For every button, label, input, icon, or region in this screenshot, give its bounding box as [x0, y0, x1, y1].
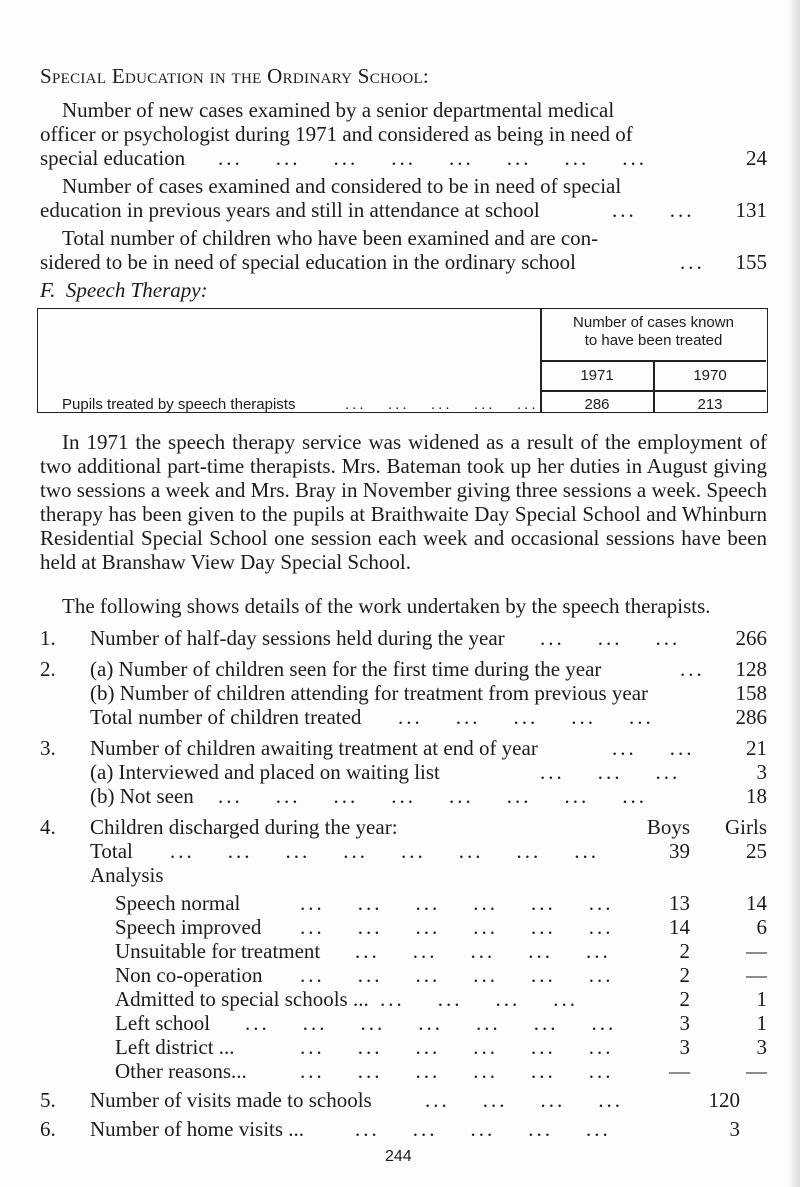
discharge-row-boys: 13	[669, 891, 690, 915]
item-2-total-value: 286	[735, 705, 767, 729]
table-value-1971: 286	[584, 396, 610, 413]
leader-dots: ... ... ... ... ...	[345, 396, 539, 413]
discharge-row-girls: —	[746, 1059, 767, 1083]
leader-dots: ... ... ... ... ... ...	[300, 1059, 614, 1083]
discharge-row-girls: 1	[756, 1011, 767, 1035]
leader-dots: ... ... ... ... ... ...	[300, 891, 614, 915]
table-header-line-1: Number of cases known	[573, 314, 734, 331]
item-3b-label: (b) Not seen	[90, 784, 194, 808]
table-header-line-2: to have been treated	[584, 332, 723, 349]
special-ed-item-2-line-2: education in previous years and still in attendance at school	[40, 198, 540, 222]
leader-dots: ... ... ... ... ... ...	[300, 1035, 614, 1059]
speech-heading	[40, 278, 208, 302]
leader-dots: ... ... ... ... ...	[355, 939, 611, 963]
leader-dots: ... ... ... ... ... ... ... ...	[170, 839, 599, 863]
item-2-number: 2.	[40, 657, 56, 681]
item-4-total-boys: 39	[669, 839, 690, 863]
discharge-row-girls: 3	[756, 1035, 767, 1059]
discharge-row-boys: 2	[679, 963, 690, 987]
boys-column-header: Boys	[646, 815, 690, 839]
discharge-row-label: Admitted to special schools ...	[115, 987, 369, 1011]
special-ed-item-1-line-1: Number of new cases examined by a senior departmental medical	[62, 98, 615, 122]
item-2b-value: 158	[735, 681, 767, 705]
discharge-row-girls: 14	[746, 891, 767, 915]
discharge-row-boys: 2	[679, 939, 690, 963]
special-ed-item-2-line-1: Number of cases examined and considered to be in need of special	[62, 174, 622, 198]
discharge-row-boys: 14	[669, 915, 690, 939]
item-3-value: 21	[746, 736, 767, 760]
discharge-row-label: Non co-operation	[115, 963, 263, 987]
special-ed-item-3-line-2: sidered to be in need of special education in the ordinary school	[40, 250, 576, 274]
discharge-row-label: Left school	[115, 1011, 211, 1035]
leader-dots: ...	[680, 657, 705, 681]
discharge-row-girls: 1	[756, 987, 767, 1011]
item-1-value: 266	[735, 626, 767, 650]
leader-dots: ... ... ...	[540, 626, 681, 650]
speech-heading-letter: F.	[40, 278, 56, 302]
leader-dots: ...	[680, 250, 705, 274]
leader-dots: ... ... ... ... ... ... ... ...	[218, 784, 647, 808]
item-6-label: Number of home visits ...	[90, 1117, 305, 1141]
item-4-number: 4.	[40, 815, 56, 839]
page-number: 244	[385, 1148, 412, 1165]
discharge-row-girls: —	[746, 939, 767, 963]
special-ed-item-3-line-1: Total number of children who have been examined and are con-	[62, 226, 599, 250]
leader-dots: ... ...	[612, 198, 695, 222]
speech-heading-title: Speech Therapy:	[65, 278, 208, 302]
discharge-row-girls: —	[746, 963, 767, 987]
item-2-total-label: Total number of children treated	[90, 705, 362, 729]
special-ed-item-1-line-3: special education	[40, 146, 186, 170]
leader-dots: ... ... ... ... ... ...	[300, 963, 614, 987]
item-4-total-girls: 25	[746, 839, 767, 863]
item-3-number: 3.	[40, 736, 56, 760]
discharge-row-boys: 3	[679, 1011, 690, 1035]
item-3-label: Number of children awaiting treatment at end of year	[90, 736, 538, 760]
table-year-1971: 1971	[580, 367, 614, 384]
item-2a-label: (a) Number of children seen for the first time during the year	[90, 657, 602, 681]
item-6-value: 3	[729, 1117, 740, 1141]
item-3a-value: 3	[756, 760, 767, 784]
item-6-number: 6.	[40, 1117, 56, 1141]
table-value-1970: 213	[697, 396, 723, 413]
item-4-total-label: Total	[90, 839, 133, 863]
item-3b-value: 18	[746, 784, 767, 808]
item-1-label: Number of half-day sessions held during the year	[90, 626, 505, 650]
item-4-label: Children discharged during the year:	[90, 815, 398, 839]
table-divider	[541, 390, 766, 392]
section-heading: Special Education in the Ordinary School:	[40, 64, 430, 88]
item-1-number: 1.	[40, 626, 56, 650]
leader-dots: ... ... ... ...	[425, 1088, 623, 1112]
paragraph-details-intro: The following shows details of the work undertaken by the speech therapists.	[62, 594, 711, 618]
discharge-row-boys: 2	[679, 987, 690, 1011]
page-edge-shadow	[788, 0, 800, 1187]
paragraph-speech-service: In 1971 the speech therapy service was widened as a result of the employment of two additional part-time therapists. Mrs. Bateman took up her duties in August giving two sessions a week and Mrs. Bray in November giving three sessions a week. Speech therapy has been given to the pupils at Braithwaite Day Special School and Whinburn Residential Special School one session each week and occasional sessions have been held at Branshaw View Day Special School.	[40, 430, 767, 574]
table-row-label: Pupils treated by speech therapists	[62, 396, 296, 413]
item-5-number: 5.	[40, 1088, 56, 1112]
leader-dots: ... ... ... ... ... ... ... ...	[218, 146, 647, 170]
leader-dots: ... ... ... ... ...	[398, 705, 654, 729]
discharge-row-label: Left district ...	[115, 1035, 235, 1059]
special-ed-item-1-value: 24	[746, 146, 767, 170]
item-5-value: 120	[708, 1088, 740, 1112]
leader-dots: ... ... ... ... ...	[355, 1117, 611, 1141]
discharge-row-label: Other reasons...	[115, 1059, 247, 1083]
discharge-row-girls: 6	[756, 915, 767, 939]
discharge-row-label: Speech improved	[115, 915, 262, 939]
special-ed-item-3-value: 155	[735, 250, 767, 274]
leader-dots: ... ... ... ...	[380, 987, 578, 1011]
discharge-row-label: Speech normal	[115, 891, 241, 915]
discharge-row-boys: 3	[679, 1035, 690, 1059]
leader-dots: ... ... ... ... ... ...	[300, 915, 614, 939]
analysis-label: Analysis	[90, 863, 164, 887]
leader-dots: ... ... ...	[540, 760, 681, 784]
item-5-label: Number of visits made to schools	[90, 1088, 372, 1112]
special-ed-item-2-value: 131	[735, 198, 767, 222]
discharge-row-label: Unsuitable for treatment	[115, 939, 321, 963]
item-2b-label: (b) Number of children attending for treatment from previous year	[90, 681, 649, 705]
special-ed-item-1-line-2: officer or psychologist during 1971 and considered as being in need of	[40, 122, 633, 146]
girls-column-header: Girls	[725, 815, 767, 839]
leader-dots: ... ...	[612, 736, 695, 760]
discharge-row-boys: —	[669, 1059, 690, 1083]
leader-dots: ... ... ... ... ... ... ...	[245, 1011, 617, 1035]
item-2a-value: 128	[735, 657, 767, 681]
table-year-1970: 1970	[693, 367, 727, 384]
item-3a-label: (a) Interviewed and placed on waiting list	[90, 760, 440, 784]
